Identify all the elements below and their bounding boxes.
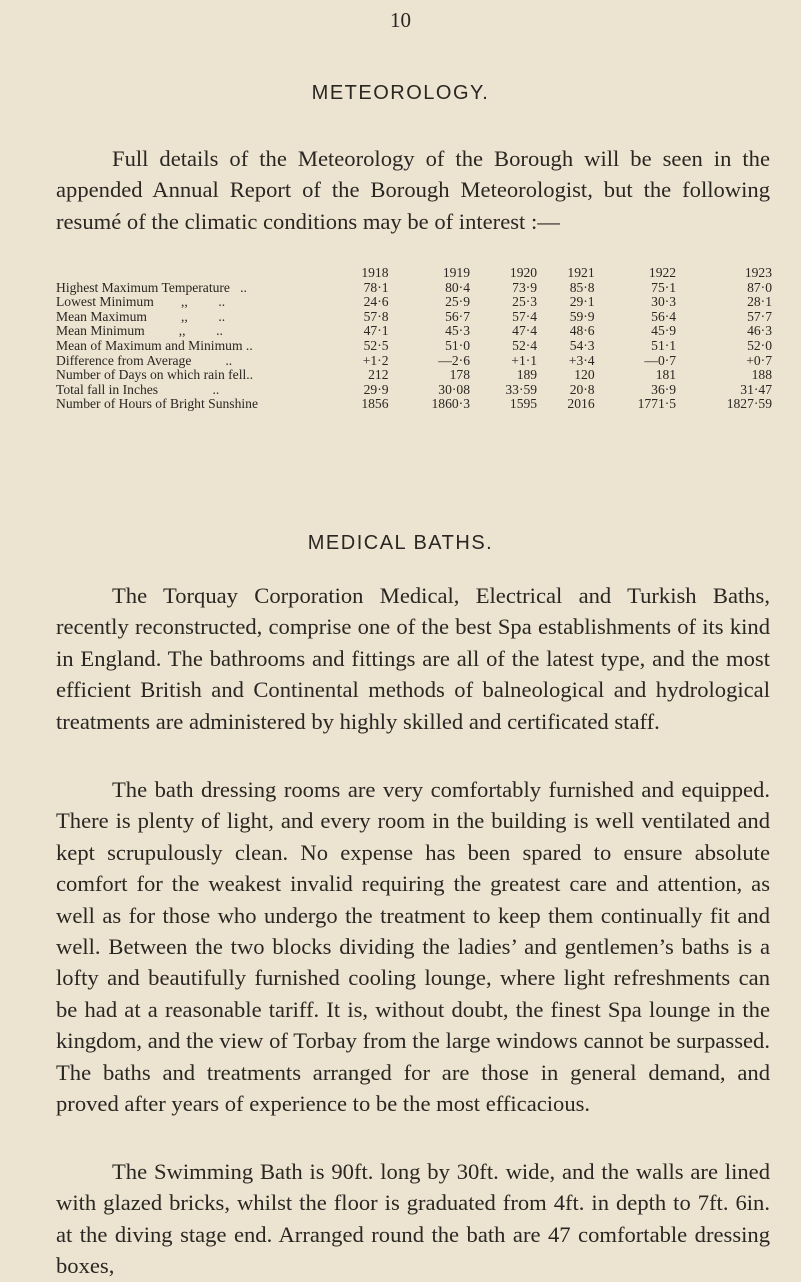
row-label: Mean Maximum ,, ..: [56, 308, 226, 324]
table-cell: 57·7: [747, 308, 772, 324]
table-cell: 1595: [509, 396, 538, 412]
table-cell: 57·8: [363, 308, 389, 324]
table-cell: 51·0: [445, 337, 470, 353]
table-row: [56, 310, 772, 325]
table-cell: +1·1: [511, 352, 538, 368]
table-cell: 181: [655, 367, 677, 383]
table-header-row: [56, 266, 772, 281]
table-cell: 30·08: [438, 381, 470, 397]
table-cell: 73·9: [512, 279, 538, 295]
row-label: Lowest Minimum ,, ..: [56, 294, 226, 310]
table-cell: 45·3: [445, 323, 470, 339]
table-cell: 25·9: [445, 294, 470, 310]
row-label: Total fall in Inches ..: [56, 381, 220, 397]
row-label: Number of Hours of Bright Sunshine: [56, 396, 259, 412]
year-header: 1922: [648, 265, 677, 280]
table-cell: 33·59: [505, 381, 538, 397]
table-cell: 1856: [361, 396, 389, 412]
row-label: Number of Days on which rain fell..: [56, 367, 254, 383]
table-cell: 54·3: [569, 337, 595, 353]
table-cell: 28·1: [747, 294, 772, 310]
table-cell: 178: [449, 367, 470, 383]
year-header: 1923: [744, 265, 772, 280]
row-label: Difference from Average ..: [56, 352, 233, 368]
table-row: [56, 368, 772, 383]
table-cell: 45·9: [651, 323, 677, 339]
table-cell: 1827·59: [726, 396, 772, 412]
table-row: [56, 339, 772, 354]
meteorology-heading: METEOROLOGY.: [311, 82, 490, 104]
table-cell: 56·7: [445, 308, 470, 324]
table-cell: 1771·5: [637, 396, 677, 412]
table-row: [56, 397, 772, 412]
table-row: [56, 354, 772, 369]
table-cell: 87·0: [747, 279, 772, 295]
row-label: Mean Minimum ,, ..: [56, 323, 223, 339]
table-cell: 30·3: [651, 294, 677, 310]
table-cell: 47·4: [512, 323, 538, 339]
table-cell: 24·6: [363, 294, 389, 310]
table-cell: 78·1: [363, 279, 389, 295]
table-cell: +1·2: [362, 352, 389, 368]
table-cell: 120: [574, 367, 595, 383]
year-header: 1919: [442, 265, 470, 280]
table-cell: 56·4: [651, 308, 677, 324]
row-label: Highest Maximum Temperature ..: [56, 279, 247, 295]
table-cell: 57·4: [512, 308, 538, 324]
page-number: 10: [390, 8, 411, 32]
table-cell: —0·7: [644, 352, 677, 368]
table-cell: 85·8: [569, 279, 595, 295]
year-header: 1921: [567, 265, 595, 280]
table-cell: 29·9: [363, 381, 389, 397]
table-cell: 31·47: [740, 381, 772, 397]
table-cell: 189: [516, 367, 538, 383]
table-row: [56, 383, 772, 398]
table-cell: 59·9: [569, 308, 595, 324]
table-cell: 46·3: [747, 323, 772, 339]
table-cell: 25·3: [512, 294, 538, 310]
table-cell: 47·1: [363, 323, 389, 339]
table-cell: 52·5: [363, 337, 389, 353]
table-row: [56, 324, 772, 339]
table-cell: 36·9: [651, 381, 677, 397]
table-row: [56, 295, 772, 310]
table-cell: 80·4: [445, 279, 470, 295]
table-cell: 2016: [567, 396, 595, 412]
year-header: 1918: [361, 265, 389, 280]
table-row: [56, 281, 772, 296]
table-cell: 188: [751, 367, 772, 383]
baths-paragraph-1: The Torquay Corporation Medical, Electrical and Turkish Baths, recently reconstructed, comprise one of the best Spa establishments of its kind in England. The bathrooms and fittings are all of the latest type, and the most efficient British and Continental methods of balneological and hydrological treatments are administered by highly skilled and certificated staff.: [56, 583, 770, 734]
climate-table: [56, 266, 772, 412]
table-cell: 52·0: [747, 337, 772, 353]
table-cell: 52·4: [512, 337, 538, 353]
table-cell: 212: [368, 367, 389, 383]
table-cell: 75·1: [651, 279, 677, 295]
table-cell: +0·7: [746, 352, 772, 368]
table-cell: —2·6: [438, 352, 470, 368]
baths-paragraph-3: The Swimming Bath is 90ft. long by 30ft. wide, and the walls are lined with glazed bricks, whilst the floor is graduated from 4ft. in depth to 7ft. 6in. at the diving stage end. Arranged round the bath are 47 comfortable dressing boxes,: [56, 1159, 770, 1279]
year-header: 1920: [509, 265, 538, 280]
table-cell: 51·1: [651, 337, 677, 353]
table-cell: +3·4: [568, 352, 595, 368]
row-label: Mean of Maximum and Minimum ..: [56, 337, 253, 353]
medical-baths-heading: MEDICAL BATHS.: [307, 532, 494, 554]
table-cell: 1860·3: [431, 396, 470, 412]
table-cell: 48·6: [569, 323, 595, 339]
meteorology-intro: Full details of the Meteorology of the Borough will be seen in the appended Annual Report of the Borough Meteorologist, but the following resumé of the climatic conditions may be of interest :—: [56, 146, 770, 234]
baths-paragraph-2: The bath dressing rooms are very comfortably furnished and equipped. There is plenty of light, and every room in the building is well ventilated and kept scrupulously clean. No expense has been spared to ensure absolute comfort for the weakest invalid requiring the greatest care and attention, as well as for those who undergo the treatment to keep them continually fit and well. Between the two blocks dividing the ladies’ and gentlemen’s baths is a lofty and beautifully furnished cooling lounge, where light refreshments can be had at a reasonable tariff. It is, without doubt, the finest Spa lounge in the kingdom, and the view of Torbay from the large windows cannot be surpassed. The baths and treatments arranged for are those in general demand, and proved after years of experience to be the most efficacious.: [56, 777, 770, 1117]
table-cell: 29·1: [569, 294, 595, 310]
table-cell: 20·8: [569, 381, 595, 397]
